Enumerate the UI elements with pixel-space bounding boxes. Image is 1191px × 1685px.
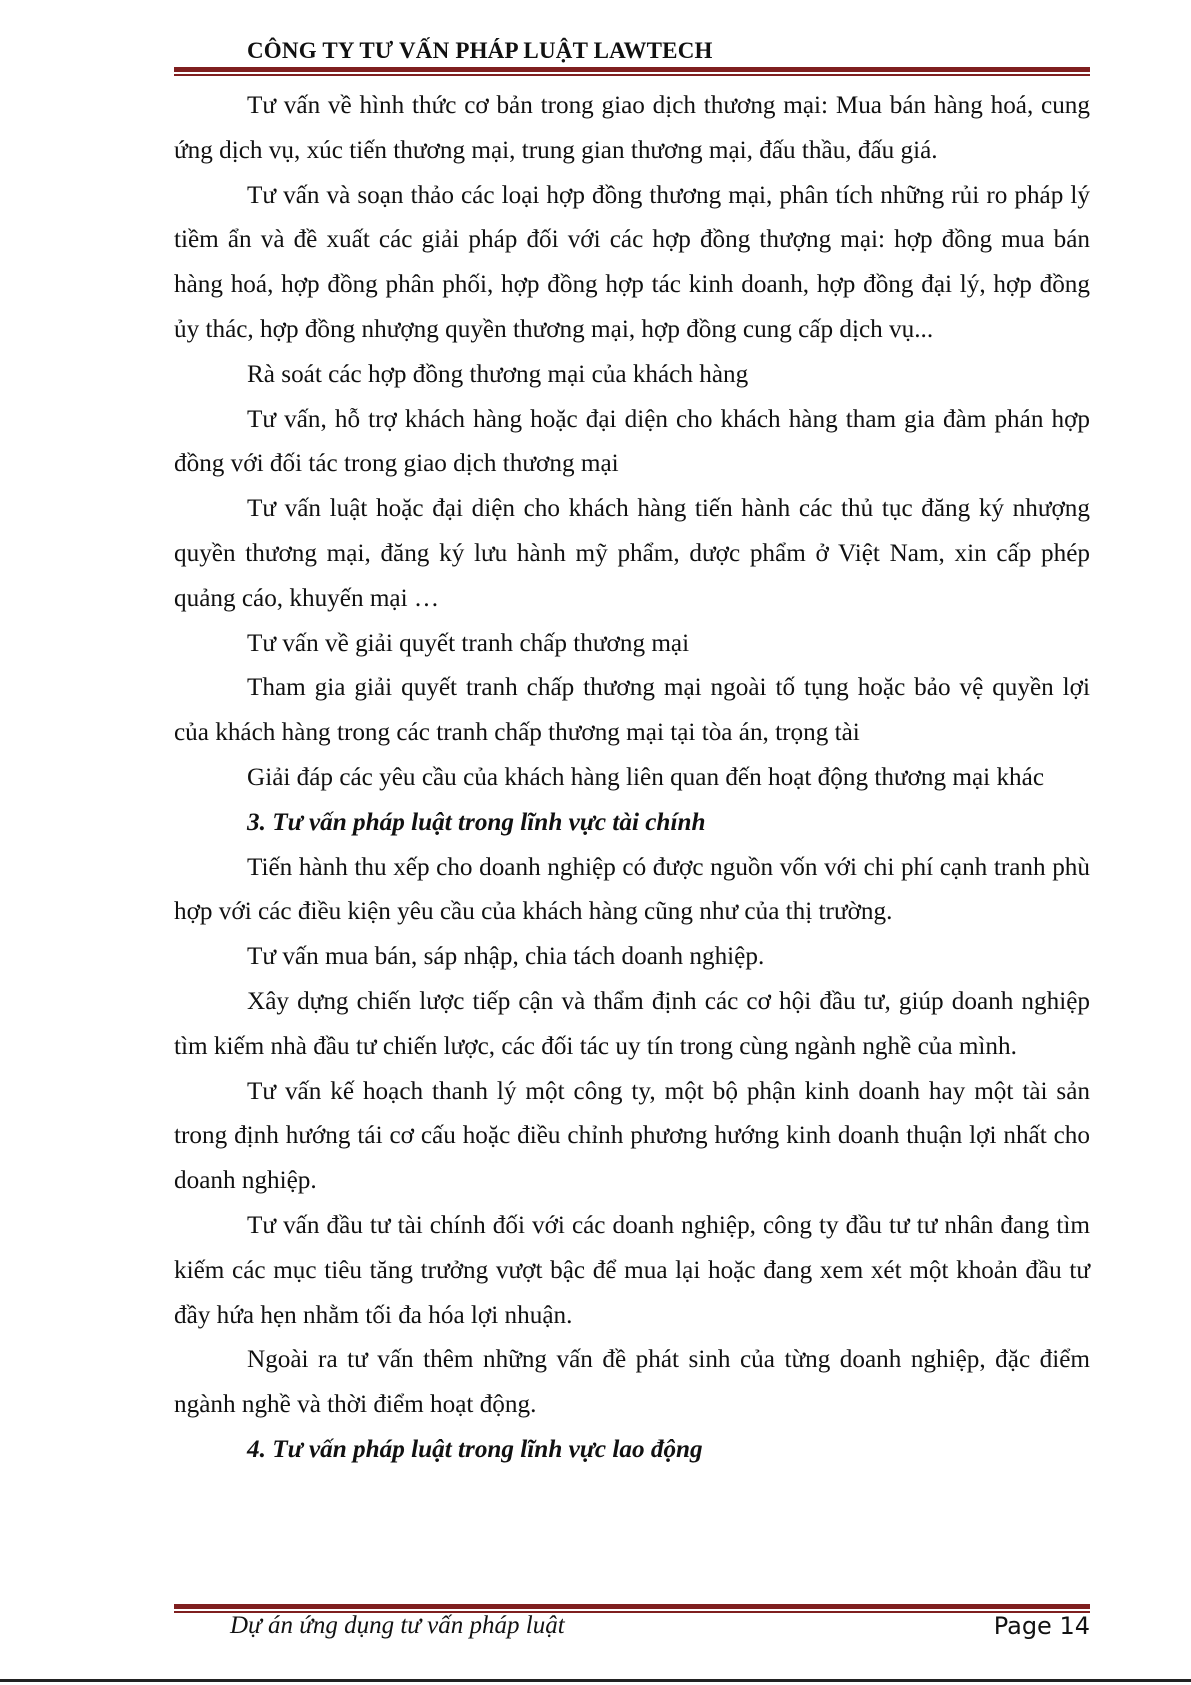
paragraph: Tham gia giải quyết tranh chấp thương mại ngoài tố tụng hoặc bảo vệ quyền lợi của khách hàng trong các tranh chấp thương mại tại tòa án, trọng tài — [174, 674, 1090, 747]
footer-project-title: Dự án ứng dụng tư vấn pháp luật — [230, 1612, 565, 1639]
paragraph: Tư vấn về giải quyết tranh chấp thương mại — [247, 629, 690, 657]
paragraph: Tư vấn kế hoạch thanh lý một công ty, một bộ phận kinh doanh hay một tài sản trong định hướng tái cơ cấu hoặc điều chỉnh phương hướng kinh doanh thuận lợi nhất cho doanh nghiệp. — [174, 1077, 1090, 1195]
header-divider-thin — [174, 74, 1090, 76]
header-divider — [174, 67, 1090, 76]
paragraph: Tư vấn, hỗ trợ khách hàng hoặc đại diện cho khách hàng tham gia đàm phán hợp đồng với đối tác trong giao dịch thương mại — [174, 405, 1090, 478]
paragraph: Tiến hành thu xếp cho doanh nghiệp có được nguồn vốn với chi phí cạnh tranh phù hợp với các điều kiện yêu cầu của khách hàng cũng như của thị trường. — [174, 853, 1090, 926]
paragraph: Ngoài ra tư vấn thêm những vấn đề phát sinh của từng doanh nghiệp, đặc điểm ngành nghề và thời điểm hoạt động. — [174, 1346, 1090, 1419]
scan-edge-line — [0, 1679, 1191, 1682]
page-number: Page 14 — [993, 1612, 1090, 1640]
paragraph: Rà soát các hợp đồng thương mại của khách hàng — [247, 360, 749, 388]
header-divider-thick — [174, 67, 1090, 72]
paragraph: Tư vấn về hình thức cơ bản trong giao dịch thương mại: Mua bán hàng hoá, cung ứng dịch vụ, xúc tiến thương mại, trung gian thương mại, đấu thầu, đấu giá. — [174, 92, 1090, 164]
footer-divider-thick — [174, 1604, 1090, 1609]
document-body — [174, 84, 1090, 1473]
paragraph: Tư vấn mua bán, sáp nhập, chia tách doanh nghiệp. — [247, 943, 765, 971]
paragraph: Tư vấn luật hoặc đại diện cho khách hàng tiến hành các thủ tục đăng ký nhượng quyền thương mại, đăng ký lưu hành mỹ phẩm, dược phẩm ở Việt Nam, xin cấp phép quảng cáo, khuyến mại … — [174, 495, 1090, 612]
section-heading-labor: 4. Tư vấn pháp luật trong lĩnh vực lao động — [247, 1435, 703, 1463]
paragraph: Xây dựng chiến lược tiếp cận và thẩm định các cơ hội đầu tư, giúp doanh nghiệp tìm kiếm nhà đầu tư chiến lược, các đối tác uy tín trong cùng ngành nghề của mình. — [174, 987, 1090, 1060]
paragraph: Giải đáp các yêu cầu của khách hàng liên quan đến hoạt động thương mại khác — [247, 763, 1044, 791]
header-company-title: CÔNG TY TƯ VẤN PHÁP LUẬT LAWTECH — [247, 38, 713, 63]
paragraph: Tư vấn và soạn thảo các loại hợp đồng thương mại, phân tích những rủi ro pháp lý tiềm ẩn và đề xuất các giải pháp đối với các hợp đồng thượng mại: hợp đồng mua bán hàng hoá, hợp đồng phân phối, hợp đồng hợp tác kinh doanh, hợp đồng đại lý, hợp đồng ủy thác, hợp đồng nhượng quyền thương mại, hợp đồng cung cấp dịch vụ... — [174, 181, 1090, 343]
section-heading-finance: 3. Tư vấn pháp luật trong lĩnh vực tài chính — [247, 808, 706, 836]
paragraph: Tư vấn đầu tư tài chính đối với các doanh nghiệp, công ty đầu tư tư nhân đang tìm kiếm các mục tiêu tăng trưởng vượt bậc để mua lại hoặc đang xem xét một khoản đầu tư đầy hứa hẹn nhằm tối đa hóa lợi nhuận. — [174, 1211, 1090, 1329]
